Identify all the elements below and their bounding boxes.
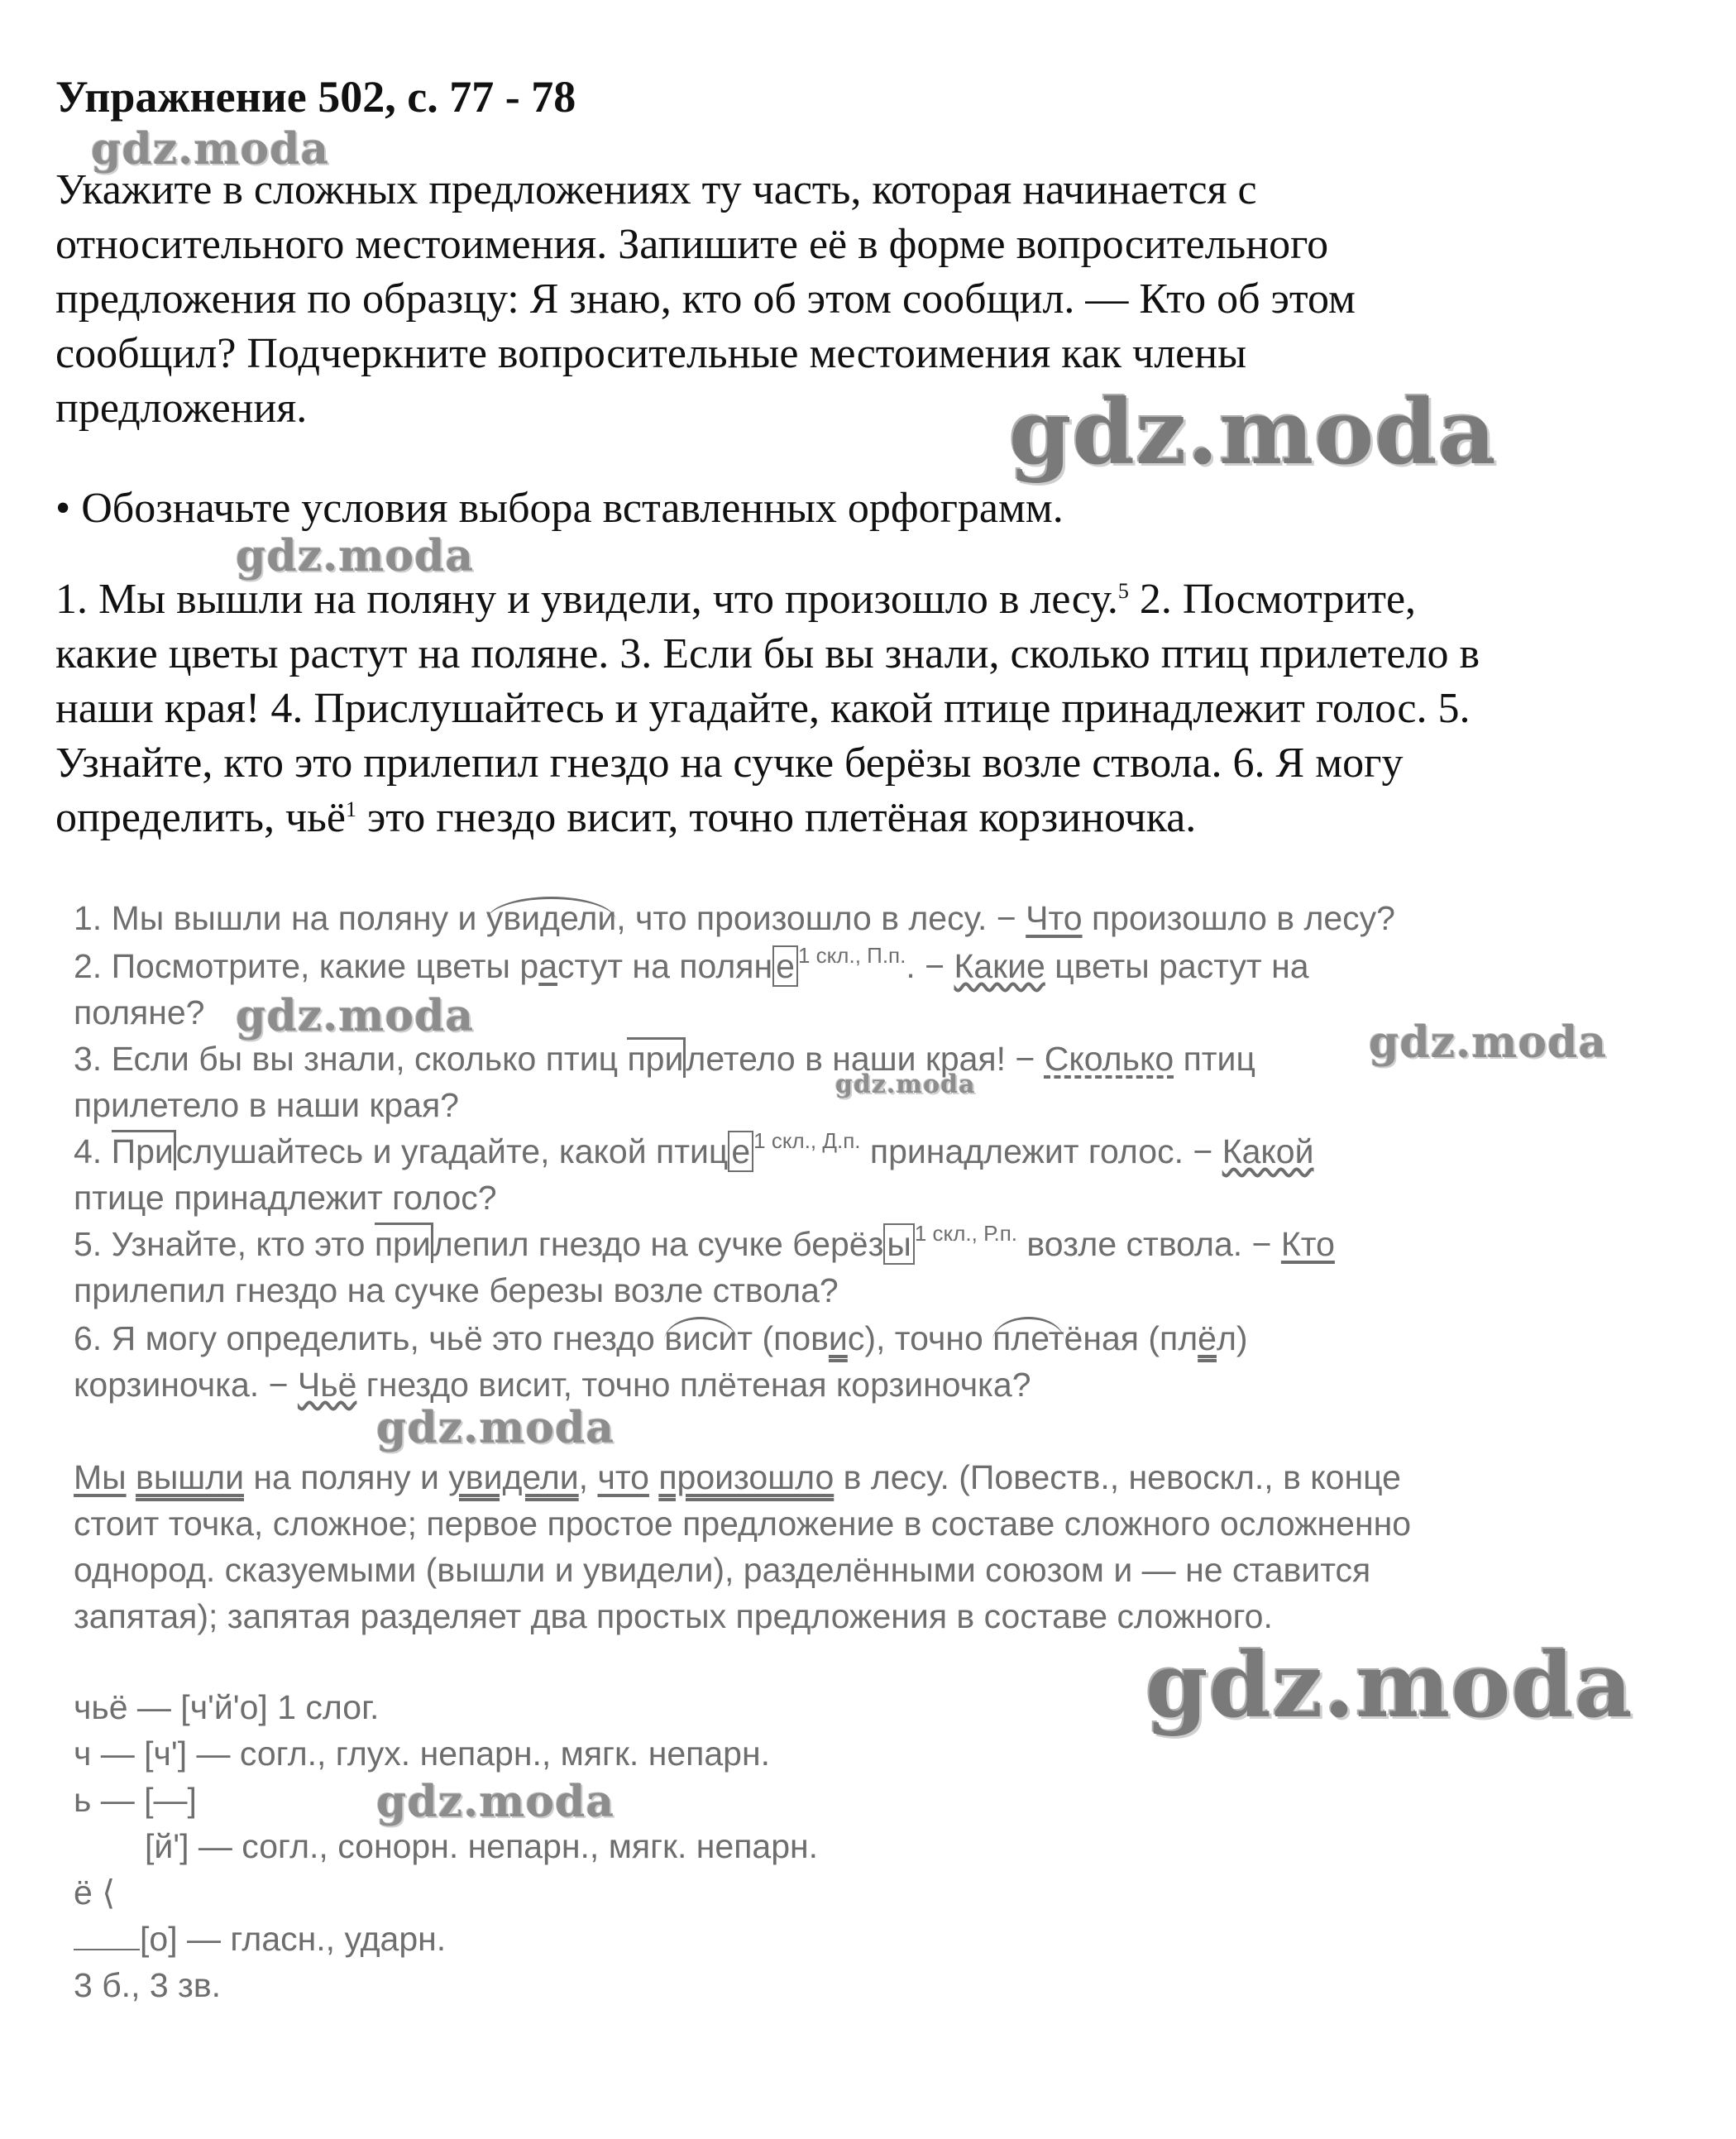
watermark: gdz.moda [91,124,330,175]
phonetic-line: ё ⟨ [74,1873,116,1912]
watermark: gdz.moda [1009,380,1497,485]
phonetic-line: ь — [—] [74,1781,197,1819]
watermark: gdz.moda [1369,1017,1608,1068]
watermark: gdz.moda [835,1070,976,1099]
exercise-line: определить, чьё$^1$ это гнездо висит, точно плетёная корзиночка. [55,794,1197,841]
answer-line-3: 3. Если бы вы знали, сколько птиц прилетело в наши края! − Сколько птиц [74,1036,1255,1082]
answer-line-2b: поляне? [74,993,205,1031]
phonetic-line: 3 б., 3 зв. [74,1966,222,2004]
phonetic-line: чьё — [ч'й'о] 1 слог. [74,1688,380,1726]
watermark: gdz.moda [376,1777,615,1827]
exercise-line: наши края! 4. Прислушайтесь и угадайте, какой птице принадлежит голос. 5. [55,685,1471,732]
exercise-text [55,572,1480,845]
parse-line-1: Мы вышли на поляну и увидели, что произошло в лесу. (Повеств., невоскл., в конце [74,1458,1401,1496]
parse-line-3: однород. сказуемыми (вышли и увидели), разделёнными союзом и — не ставится [74,1551,1371,1589]
phonetic-line: [й'] — согл., сонорн. непарн., мягк. непарн. [145,1827,819,1865]
task-line: Укажите в сложных предложениях ту часть, которая начинается с [55,166,1257,213]
exercise-line: Узнайте, кто это прилепил гнездо на сучке берёзы возле ствола. 6. Я могу [55,739,1404,787]
watermark: gdz.moda [376,1403,615,1453]
answer-line-4b: птице принадлежит голос? [74,1179,497,1217]
page-title: Упражнение 502, с. 77 - 78 [55,72,576,122]
task-bullet: • Обозначьте условия выбора вставленных орфограмм. [55,485,1064,532]
answer-line-3b: прилетело в наши края? [74,1086,459,1124]
task-line: предложения по образцу: Я знаю, кто об этом сообщил. — Кто об этом [55,275,1356,323]
parse-line-2: стоит точка, сложное; первое простое предложение в составе сложного осложненно [74,1505,1412,1543]
answer-line-6: 6. Я могу определить, чьё это гнездо висит (повис), точно плетёная (плёл) [74,1315,1248,1361]
watermark: gdz.moda [1145,1634,1633,1738]
watermark: gdz.moda [236,531,475,581]
watermark: gdz.moda [236,991,475,1041]
parse-line-4: запятая); запятая разделяет два простых предложения в составе сложного. [74,1597,1273,1635]
exercise-line: какие цветы растут на поляне. 3. Если бы вы знали, сколько птиц прилетело в [55,630,1480,677]
answer-line-5: 5. Узнайте, кто это прилепил гнездо на сучке берёзы $^{1 скл., Р.п.}$ возле ствола. − Кто [74,1221,1335,1263]
task-line: предложения. [55,385,308,432]
answer-line-6b: корзиночка. − Чьё гнездо висит, точно плётеная корзиночка? [74,1366,1031,1404]
answer-line-2: 2. Посмотрите, какие цветы растут на поляне $^{1 скл., П.п.}$. − Какие цветы растут на [74,943,1309,985]
answer-line-4: 4. Прислушайтесь и угадайте, какой птице $^{1 скл., Д.п.}$ принадлежит голос. − Какой [74,1128,1314,1170]
answer-line-1: 1. Мы вышли на поляну и увидели, что произошло в лесу. − Что произошло в лесу? [74,895,1395,941]
answer-line-5b: прилепил гнездо на сучке березы возле ствола? [74,1271,839,1309]
phonetic-line: [о] — гласн., ударн. [74,1916,446,1962]
task-line: относительного местоимения. Запишите её в форме вопросительного [55,221,1329,268]
exercise-line: 1. Мы вышли на поляну и увидели, что произошло в лесу.$^5$ 2. Посмотрите, [55,576,1417,623]
task-line: сообщил? Подчеркните вопросительные местоимения как члены [55,330,1247,377]
phonetic-line: ч — [ч'] — согл., глух. непарн., мягк. непарн. [74,1735,770,1773]
